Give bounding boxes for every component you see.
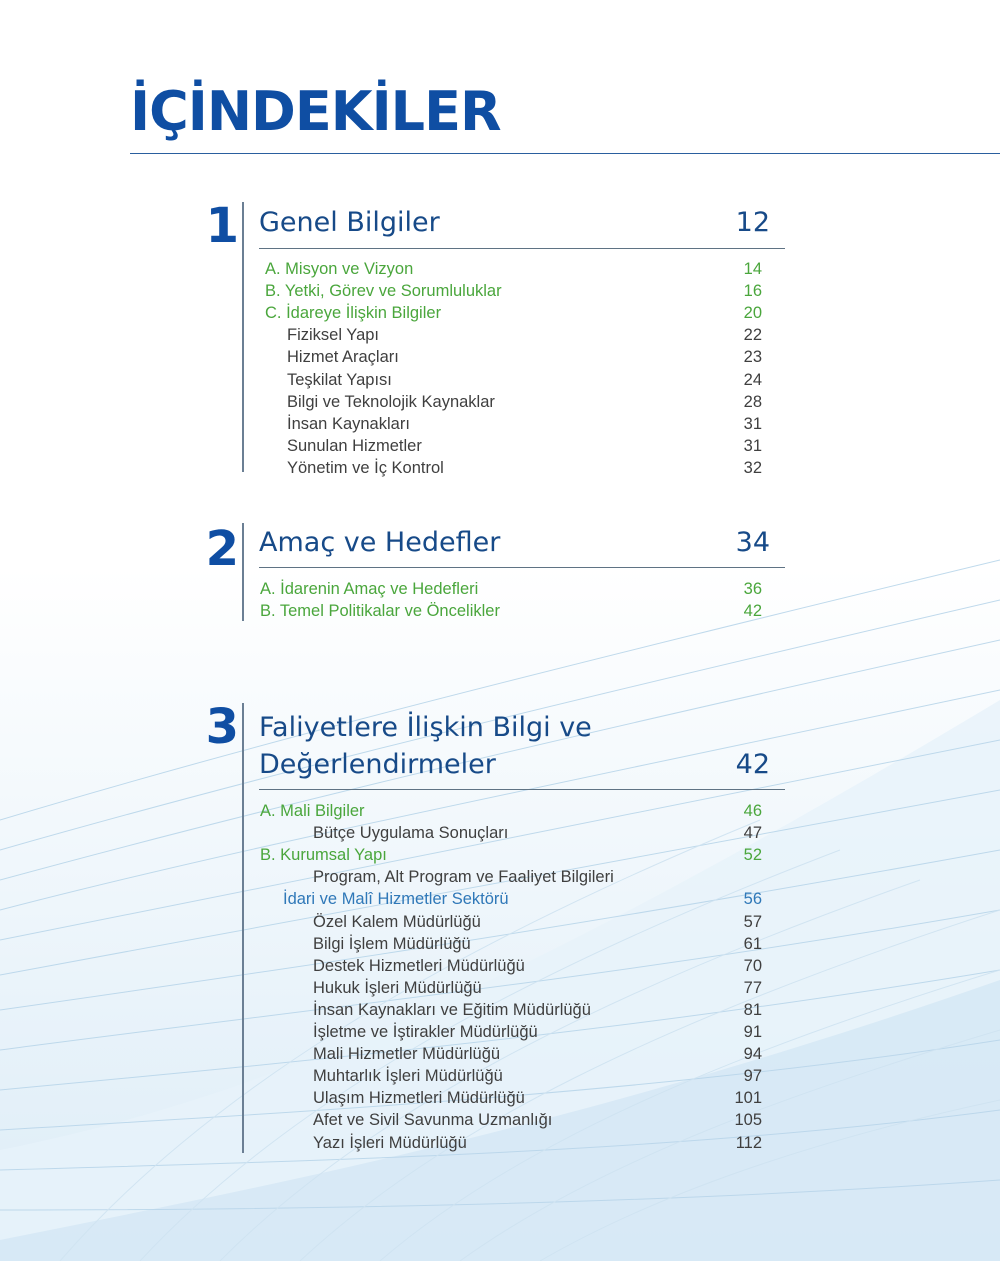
toc-entry-title: Mali Hizmetler Müdürlüğü bbox=[313, 1045, 501, 1064]
toc-entry-title: Özel Kalem Müdürlüğü bbox=[313, 912, 481, 931]
section-heading[interactable]: Amaç ve Hedefler bbox=[259, 527, 501, 558]
toc-entry[interactable] bbox=[0, 822, 1000, 844]
toc-entry-page: 28 bbox=[743, 392, 762, 411]
section-heading-line2[interactable]: Değerlendirmeler bbox=[259, 749, 496, 780]
toc-entry-title: İnsan Kaynakları ve Eğitim Müdürlüğü bbox=[313, 1000, 591, 1019]
toc-entry[interactable] bbox=[0, 955, 1000, 977]
toc-entry-title: A. Mali Bilgiler bbox=[260, 802, 365, 820]
toc-entry[interactable] bbox=[0, 302, 1000, 324]
toc-entry[interactable] bbox=[0, 911, 1000, 933]
toc-entry-page: 31 bbox=[743, 436, 762, 455]
toc-entry[interactable] bbox=[0, 413, 1000, 435]
toc-entry[interactable] bbox=[0, 324, 1000, 346]
toc-entry-page: 24 bbox=[743, 370, 762, 389]
toc-entry[interactable] bbox=[0, 977, 1000, 999]
toc-entry-page: 77 bbox=[743, 978, 762, 997]
toc-entry-title: Hizmet Araçları bbox=[287, 348, 399, 367]
toc-entry[interactable] bbox=[0, 888, 1000, 910]
section-heading-line1[interactable]: Faliyetlere İlişkin Bilgi ve bbox=[259, 712, 592, 743]
toc-entry-title: Destek Hizmetleri Müdürlüğü bbox=[313, 956, 525, 975]
section-divider bbox=[259, 567, 785, 568]
toc-entry[interactable] bbox=[0, 1065, 1000, 1087]
toc-entry[interactable] bbox=[0, 435, 1000, 457]
section-divider bbox=[259, 248, 785, 249]
toc-entry[interactable] bbox=[0, 280, 1000, 302]
toc-entry-page: 42 bbox=[743, 602, 762, 621]
toc-entry-title: B. Kurumsal Yapı bbox=[260, 846, 387, 865]
toc-entry-page: 36 bbox=[743, 580, 762, 598]
toc-entry[interactable] bbox=[0, 800, 1000, 822]
toc-entry-page: 94 bbox=[743, 1045, 762, 1064]
toc-entry-title: İşletme ve İştirakler Müdürlüğü bbox=[313, 1023, 538, 1041]
toc-entry-title: Bütçe Uygulama Sonuçları bbox=[313, 824, 509, 843]
toc-entry-title: Bilgi İşlem Müdürlüğü bbox=[313, 934, 471, 953]
toc-entry[interactable] bbox=[0, 391, 1000, 413]
toc-entry[interactable] bbox=[0, 346, 1000, 368]
toc-entry-page: 16 bbox=[743, 282, 762, 301]
toc-entry[interactable] bbox=[0, 1087, 1000, 1109]
toc-entry-title: Muhtarlık İşleri Müdürlüğü bbox=[313, 1067, 503, 1086]
toc-entry-page: 101 bbox=[734, 1089, 762, 1108]
toc-entry-title: Bilgi ve Teknolojik Kaynaklar bbox=[287, 392, 495, 411]
toc-entry-page: 32 bbox=[743, 458, 762, 477]
toc-entry-title: Teşkilat Yapısı bbox=[287, 370, 392, 389]
toc-entry-title: Afet ve Sivil Savunma Uzmanlığı bbox=[313, 1111, 553, 1130]
section-heading[interactable]: Genel Bilgiler bbox=[259, 207, 440, 238]
toc-entry-title: Yazı İşleri Müdürlüğü bbox=[313, 1133, 467, 1152]
toc-entry-page: 57 bbox=[743, 912, 762, 931]
toc-entry[interactable] bbox=[0, 1043, 1000, 1065]
toc-entry-page: 70 bbox=[743, 956, 762, 975]
toc-entry-page: 105 bbox=[734, 1111, 762, 1130]
toc-entry-title: C. İdareye İlişkin Bilgiler bbox=[265, 304, 442, 323]
page-title: İÇİNDEKİLER bbox=[130, 80, 501, 143]
toc-entry-page: 31 bbox=[743, 414, 762, 433]
toc-entry-page: 14 bbox=[743, 260, 762, 278]
toc-entry-page: 56 bbox=[743, 890, 762, 909]
toc-entry[interactable] bbox=[0, 1109, 1000, 1131]
toc-entry-title: İdari ve Malî Hizmetler Sektörü bbox=[283, 890, 509, 909]
toc-entry[interactable] bbox=[0, 1132, 1000, 1154]
toc-entry-page: 97 bbox=[743, 1067, 762, 1086]
toc-entry-title: A. Misyon ve Vizyon bbox=[265, 260, 414, 278]
toc-entry-page: 20 bbox=[743, 304, 762, 323]
title-divider bbox=[130, 153, 1000, 154]
toc-entry-title: Yönetim ve İç Kontrol bbox=[287, 458, 444, 477]
toc-entry[interactable] bbox=[0, 258, 1000, 280]
toc-entry-title: Sunulan Hizmetler bbox=[287, 436, 422, 455]
toc-entry-title: B. Temel Politikalar ve Öncelikler bbox=[260, 602, 500, 621]
toc-entry-title: A. İdarenin Amaç ve Hedefleri bbox=[260, 580, 479, 598]
toc-entry[interactable] bbox=[0, 844, 1000, 866]
toc-entry-title: Ulaşım Hizmetleri Müdürlüğü bbox=[313, 1089, 525, 1108]
toc-entry-title: Fiziksel Yapı bbox=[287, 326, 380, 345]
section-divider bbox=[259, 789, 785, 790]
toc-entry[interactable] bbox=[0, 999, 1000, 1021]
toc-entry-title: B. Yetki, Görev ve Sorumluluklar bbox=[265, 282, 502, 301]
toc-entry[interactable] bbox=[0, 369, 1000, 391]
section-number: 3 bbox=[205, 699, 237, 755]
section-number: 1 bbox=[205, 198, 237, 254]
section-page: 12 bbox=[735, 207, 770, 238]
toc-entry-title: İnsan Kaynakları bbox=[287, 414, 410, 433]
toc-entry-title: Program, Alt Program ve Faaliyet Bilgileri bbox=[313, 868, 614, 887]
toc-entry-page: 46 bbox=[743, 802, 762, 820]
toc-entry[interactable] bbox=[0, 933, 1000, 955]
toc-entry-page: 61 bbox=[743, 934, 762, 953]
section-page: 42 bbox=[735, 749, 770, 780]
toc-entry[interactable] bbox=[0, 457, 1000, 479]
toc-entry-page: 22 bbox=[743, 326, 762, 345]
toc-entry-page: 47 bbox=[743, 824, 762, 843]
toc-entry-page: 23 bbox=[743, 348, 762, 367]
toc-entry-page: 91 bbox=[743, 1023, 762, 1041]
section-number: 2 bbox=[205, 521, 237, 577]
toc-entry[interactable] bbox=[0, 866, 1000, 888]
toc-entry[interactable] bbox=[0, 1021, 1000, 1043]
toc-entry[interactable] bbox=[0, 600, 1000, 622]
toc-entry-page: 81 bbox=[743, 1000, 762, 1019]
toc-entry-title: Hukuk İşleri Müdürlüğü bbox=[313, 978, 482, 997]
toc-entry-page: 52 bbox=[743, 846, 762, 865]
section-page: 34 bbox=[735, 527, 770, 558]
toc-entry[interactable] bbox=[0, 578, 1000, 600]
toc-entry-page: 112 bbox=[735, 1133, 762, 1152]
